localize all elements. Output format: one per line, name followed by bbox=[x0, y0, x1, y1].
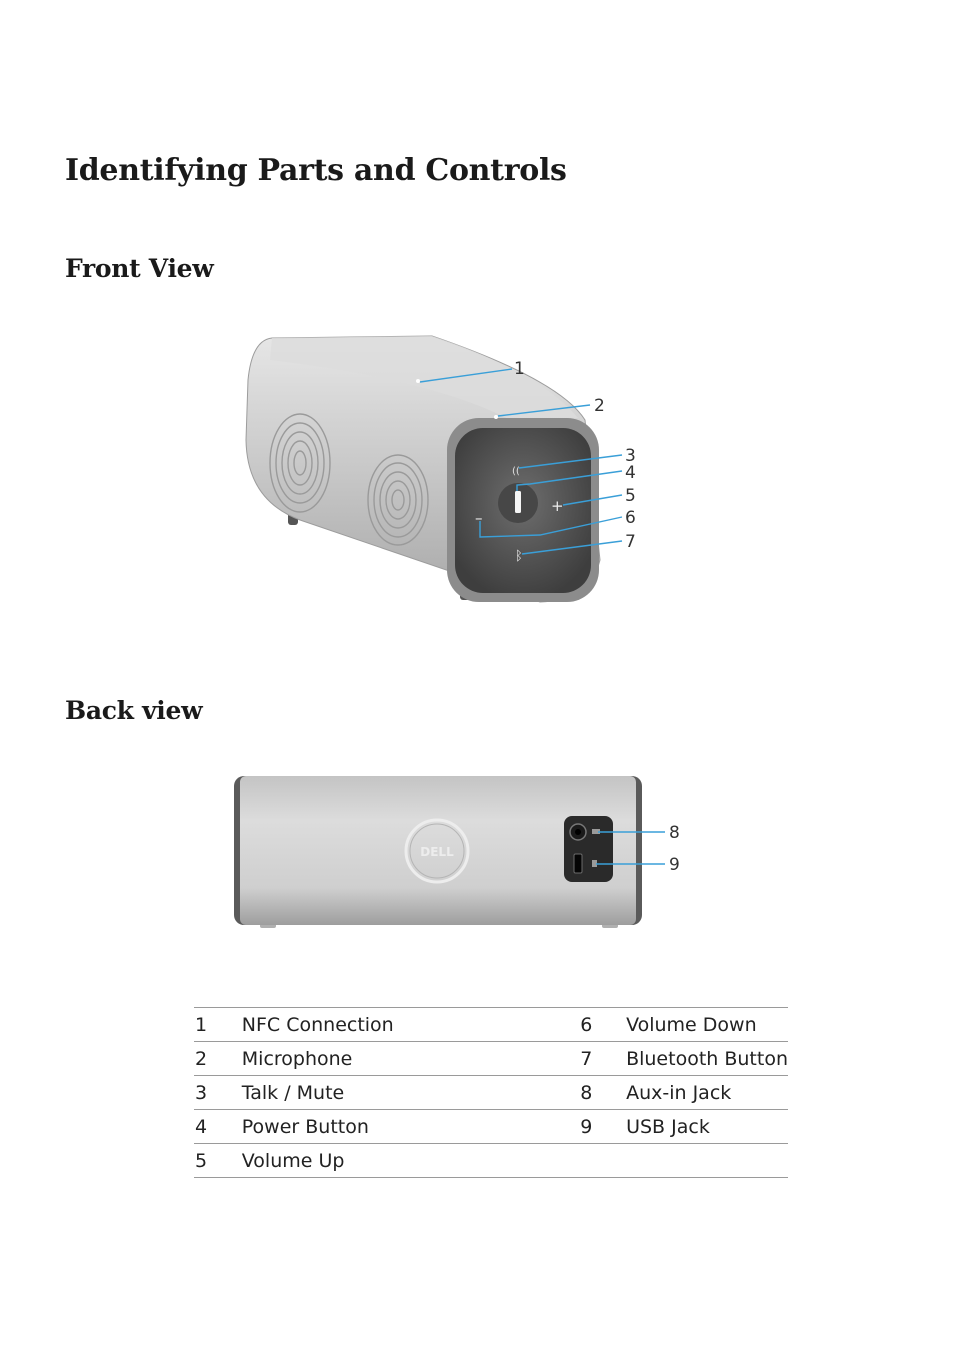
table-row bbox=[194, 1110, 788, 1144]
part-label: USB Jack bbox=[626, 1110, 788, 1144]
part-label: Power Button bbox=[242, 1110, 581, 1144]
part-number: 6 bbox=[580, 1008, 626, 1042]
svg-text:ᛒ: ᛒ bbox=[515, 549, 523, 564]
back-speaker-illustration bbox=[234, 776, 642, 928]
callout-7: 7 bbox=[625, 532, 636, 552]
part-label: Aux-in Jack bbox=[626, 1076, 788, 1110]
part-number: 4 bbox=[194, 1110, 242, 1144]
part-number: 8 bbox=[580, 1076, 626, 1110]
page-title: Identifying Parts and Controls bbox=[65, 153, 567, 188]
svg-text:((: (( bbox=[512, 466, 520, 477]
part-number: 3 bbox=[194, 1076, 242, 1110]
part-label: Volume Down bbox=[626, 1008, 788, 1042]
part-label: Volume Up bbox=[242, 1144, 581, 1178]
parts-legend-table bbox=[194, 1007, 788, 1178]
part-number: 1 bbox=[194, 1008, 242, 1042]
callout-3: 3 bbox=[625, 446, 636, 466]
part-number: 2 bbox=[194, 1042, 242, 1076]
part-label bbox=[626, 1144, 788, 1178]
callout-5: 5 bbox=[625, 486, 636, 506]
part-number bbox=[580, 1144, 626, 1178]
callout-1: 1 bbox=[514, 359, 525, 379]
dell-logo: DELL bbox=[420, 845, 454, 859]
part-number: 5 bbox=[194, 1144, 242, 1178]
part-label: Bluetooth Button bbox=[626, 1042, 788, 1076]
back-view-heading: Back view bbox=[65, 696, 203, 725]
svg-text:+: + bbox=[551, 497, 564, 515]
svg-text:–: – bbox=[475, 509, 483, 527]
callout-8: 8 bbox=[669, 823, 680, 843]
part-label: Talk / Mute bbox=[242, 1076, 581, 1110]
table-row bbox=[194, 1144, 788, 1178]
part-number: 9 bbox=[580, 1110, 626, 1144]
callout-4: 4 bbox=[625, 463, 636, 483]
callout-2: 2 bbox=[594, 396, 605, 416]
part-label: NFC Connection bbox=[242, 1008, 581, 1042]
callout-6: 6 bbox=[625, 508, 636, 528]
part-label: Microphone bbox=[242, 1042, 581, 1076]
front-view-heading: Front View bbox=[65, 254, 214, 283]
front-speaker-illustration bbox=[246, 336, 600, 602]
part-number: 7 bbox=[580, 1042, 626, 1076]
callout-9: 9 bbox=[669, 855, 680, 875]
table-row bbox=[194, 1042, 788, 1076]
table-row bbox=[194, 1076, 788, 1110]
table-row bbox=[194, 1008, 788, 1042]
